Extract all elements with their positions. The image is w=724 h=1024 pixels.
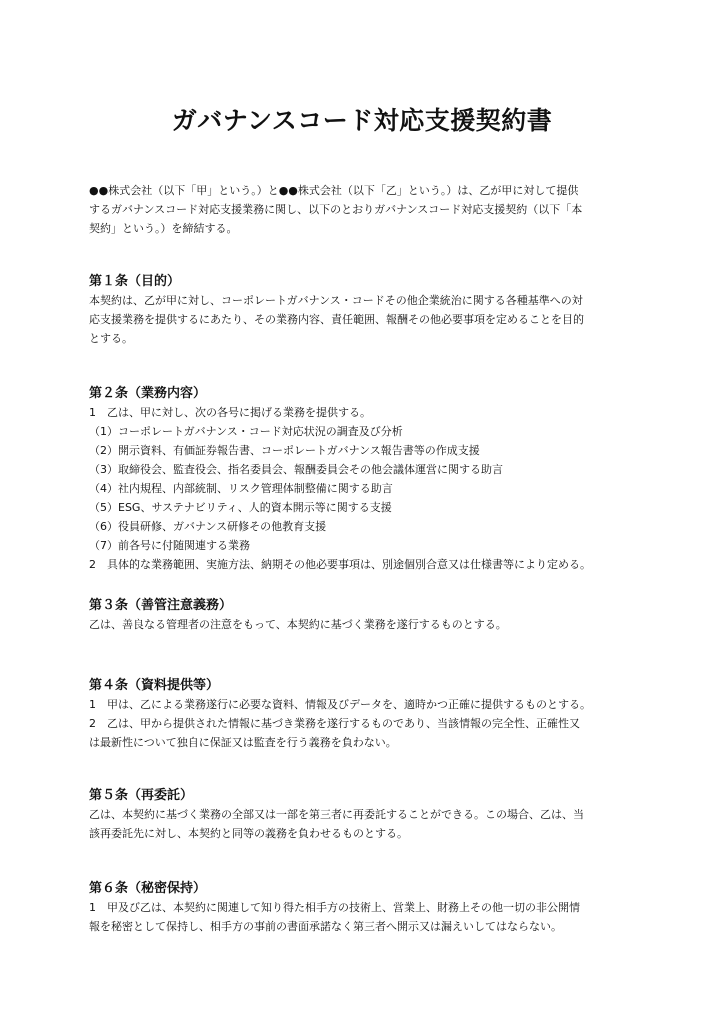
article-line: とする。 (89, 332, 133, 345)
article-line: （2）開示資料、有価証券報告書、コーポレートガバナンス報告書等の作成支援 (89, 444, 480, 457)
article-5 (89, 786, 649, 843)
article-line: 2 具体的な業務範囲、実施方法、納期その他必要事項は、別途個別合意又は仕様書等により定める。 (89, 558, 591, 571)
article-6 (89, 879, 649, 936)
article-line: 乙は、本契約に基づく業務の全部又は一部を第三者に再委託することができる。この場合、乙は、当 (89, 808, 584, 821)
article-line: 1 甲及び乙は、本契約に関連して知り得た相手方の技術上、営業上、財務上その他一切の非公開情 (89, 901, 580, 914)
article-line: 2 乙は、甲から提供された情報に基づき業務を遂行するものであり、当該情報の完全性、正確性又 (89, 717, 580, 730)
article-3 (89, 596, 649, 634)
article-line: 本契約は、乙が甲に対し、コーポレートガバナンス・コードその他企業統治に関する各種基準への対 (89, 294, 583, 307)
article-line: 1 乙は、甲に対し、次の各号に掲げる業務を提供する。 (89, 406, 371, 419)
article-line: （5）ESG、サステナビリティ、人的資本開示等に関する支援 (89, 501, 392, 514)
article-line: 報を秘密として保持し、相手方の事前の書面承諾なく第三者へ開示又は漏えいしてはならない。 (89, 920, 562, 933)
article-heading: 第４条（資料提供等） (89, 678, 220, 693)
article-line: （6）役員研修、ガバナンス研修その他教育支援 (89, 520, 327, 533)
preamble (89, 181, 649, 238)
article-line: （7）前各号に付随関連する業務 (89, 539, 250, 552)
article-line: 乙は、善良なる管理者の注意をもって、本契約に基づく業務を遂行するものとする。 (89, 618, 507, 631)
article-2 (89, 384, 649, 574)
article-line: 1 甲は、乙による業務遂行に必要な資料、情報及びデータを、適時かつ正確に提供するものとする。 (89, 698, 591, 711)
article-line: 応支援業務を提供するにあたり、その業務内容、責任範囲、報酬その他必要事項を定めることを目的 (89, 313, 584, 326)
article-heading: 第２条（業務内容） (89, 386, 207, 401)
article-heading: 第１条（目的） (89, 274, 181, 289)
article-heading: 第６条（秘密保持） (89, 881, 207, 896)
article-heading: 第３条（善管注意義務） (89, 598, 233, 613)
article-line: は最新性について独自に保証又は監査を行う義務を負わない。 (89, 736, 397, 749)
preamble-line: ●●株式会社（以下「甲」という。）と●●株式会社（以下「乙」という。）は、乙が甲に対して提供 (89, 184, 579, 197)
preamble-line: 契約」という。）を締結する。 (89, 222, 238, 235)
preamble-line: するガバナンスコード対応支援業務に関し、以下のとおりガバナンスコード対応支援契約（以下「本 (89, 203, 583, 216)
document-title: ガバナンスコード対応支援契約書 (171, 106, 553, 135)
article-line: （3）取締役会、監査役会、指名委員会、報酬委員会その他会議体運営に関する助言 (89, 463, 503, 476)
article-1 (89, 272, 649, 348)
article-line: 該再委託先に対し、本契約と同等の義務を負わせるものとする。 (89, 827, 408, 840)
article-line: （1）コーポレートガバナンス・コード対応状況の調査及び分析 (89, 425, 403, 438)
article-heading: 第５条（再委託） (89, 788, 194, 803)
article-4 (89, 676, 649, 752)
article-line: （4）社内規程、内部統制、リスク管理体制整備に関する助言 (89, 482, 393, 495)
